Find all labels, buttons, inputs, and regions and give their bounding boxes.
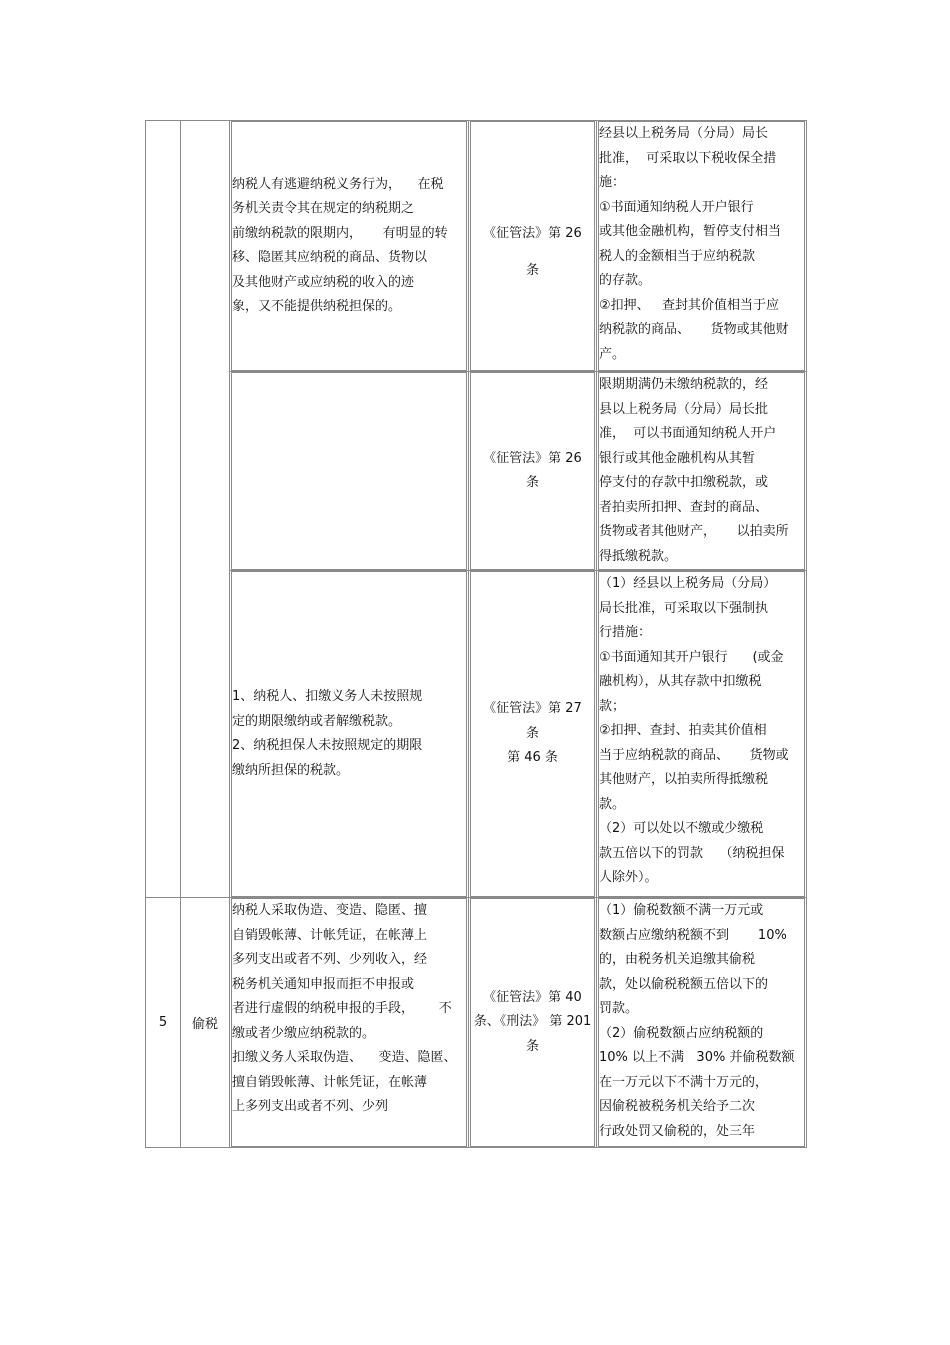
measure-line: 因偷税被税务机关给予二次: [599, 1099, 756, 1114]
measure-cell: [597, 571, 807, 898]
tax-law-table: [145, 120, 807, 1148]
measure-line: 款。: [599, 796, 626, 812]
measure-line: 停支付的存款中扣缴税款，或: [599, 475, 769, 490]
condition-line: 缴或者少缴应纳税款的。: [232, 1025, 376, 1041]
condition-line: 1、纳税人、扣缴义务人未按照规: [232, 689, 423, 704]
condition-cell: [230, 898, 469, 1148]
measure-line: 的，由税务机关追缴其偷税: [599, 952, 756, 967]
measure-line: 纳税款的商品、 货物或其他财: [599, 322, 789, 337]
law-cell: [469, 372, 597, 571]
row-number-cell: [146, 898, 181, 1148]
measure-line: 银行或其他金融机构从其暂: [599, 450, 756, 466]
law-reference: 条: [525, 263, 539, 278]
law-reference: 条: [525, 1038, 539, 1054]
law-reference: 《征管法》第 27: [483, 701, 582, 717]
condition-line: 多列支出或者不列、少列收入，经: [232, 952, 428, 967]
measure-line: ②扣押、 查封其价值相当于应: [599, 297, 780, 313]
law-cell: [469, 121, 597, 372]
category-cell: [181, 898, 230, 1148]
condition-line: 上多列支出或者不列、少列: [232, 1099, 389, 1114]
measure-cell: [597, 898, 807, 1148]
law-reference: 《征管法》第 26: [483, 225, 582, 241]
condition-line: 税务机关通知申报而拒不申报或: [232, 976, 415, 992]
measure-line: 税人的金额相当于应纳税款: [599, 248, 756, 264]
measure-line: 的存款。: [599, 273, 652, 288]
condition-cell: [230, 121, 469, 372]
law-cell: [469, 571, 597, 898]
measure-line: （1）偷税数额不满一万元或: [599, 903, 764, 918]
measure-line: 当于应纳税款的商品、 货物或: [599, 747, 789, 763]
law-reference: 《征管法》第 26: [483, 450, 582, 466]
law-reference: 第 46 条: [507, 750, 558, 766]
measure-line: 县以上税务局（分局）局长批: [599, 401, 769, 417]
measure-line: 人除外）。: [599, 870, 658, 885]
measure-line: 融机构），从其存款中扣缴税: [599, 674, 762, 689]
measure-line: 施：: [599, 175, 626, 190]
measure-line: 款，处以偷税税额五倍以下的: [599, 976, 769, 992]
condition-line: 务机关责令其在规定的纳税期之: [232, 201, 415, 216]
condition-line: 象，又不能提供纳税担保的。: [232, 299, 402, 314]
law-reference: 条: [525, 725, 539, 741]
measure-line: 批准， 可采取以下税收保全措: [599, 150, 777, 166]
table-row: [146, 372, 807, 571]
table-row: [146, 571, 807, 898]
law-reference: 条: [525, 475, 539, 490]
condition-cell: [230, 571, 469, 898]
row-number: 5: [158, 1015, 168, 1030]
measure-line: ①书面通知纳税人开户银行: [599, 199, 754, 215]
measure-line: 或其他金融机构，暂停支付相当: [599, 224, 782, 239]
measure-line: （1）经县以上税务局（分局）: [599, 576, 777, 591]
condition-line: 纳税人有逃避纳税义务行为， 在税: [232, 176, 444, 192]
law-cell: [469, 898, 597, 1148]
measure-line: 产。: [599, 346, 626, 362]
condition-line: 纳税人采取伪造、变造、隐匿、擅: [232, 903, 428, 918]
measure-line: 得抵缴税款。: [599, 548, 678, 564]
condition-line: 自销毁帐薄、计帐凭证，在帐薄上: [232, 927, 428, 943]
measure-line: 款；: [599, 698, 626, 714]
measure-line: 行措施：: [599, 625, 652, 640]
measure-line: ②扣押、查封、拍卖其价值相: [599, 723, 767, 738]
measure-cell: [597, 372, 807, 571]
condition-line: 前缴纳税款的限期内， 有明显的转: [232, 225, 448, 241]
measure-line: （2）可以处以不缴或少缴税: [599, 821, 764, 836]
condition-line: 移、隐匿其应纳税的商品、货物以: [232, 250, 428, 265]
condition-line: 擅自销毁帐薄、计帐凭证，在帐薄: [232, 1074, 428, 1090]
category-cell: [181, 121, 230, 898]
row-number-cell: [146, 121, 181, 898]
measure-line: 经县以上税务局（分局）局长: [599, 126, 769, 141]
condition-line: 者进行虚假的纳税申报的手段， 不: [232, 1001, 452, 1016]
measure-line: 在一万元以下不满十万元的，: [599, 1074, 769, 1090]
condition-line: 及其他财产或应纳税的收入的迹: [232, 274, 415, 290]
law-reference: 《征管法》第 40: [483, 989, 582, 1005]
measure-line: 行政处罚又偷税的，处三年: [599, 1123, 756, 1139]
measure-line: 罚款。: [599, 1001, 639, 1016]
condition-line: 2、纳税担保人未按照规定的期限: [232, 738, 423, 753]
measure-line: 者拍卖所扣押、查封的商品、: [599, 499, 769, 515]
condition-cell: [230, 372, 469, 571]
table-row: [146, 121, 807, 372]
category-label: 偷税: [191, 1017, 218, 1032]
measure-line: （2）偷税数额占应纳税额的: [599, 1025, 764, 1041]
measure-line: ①书面通知其开户银行 (或金: [599, 649, 784, 665]
measure-line: 其他财产，以拍卖所得抵缴税: [599, 772, 769, 787]
measure-line: 款五倍以下的罚款 （纳税担保: [599, 845, 785, 861]
measure-line: 货物或者其他财产， 以拍卖所: [599, 524, 789, 539]
condition-text: [232, 173, 466, 320]
measure-line: 10% 以上不满 30% 并偷税数额: [599, 1050, 795, 1065]
condition-line: 缴纳所担保的税款。: [232, 762, 350, 778]
measure-line: 局长批准，可采取以下强制执: [599, 600, 769, 616]
measure-line: 限期期满仍未缴纳税款的，经: [599, 377, 769, 392]
table-row: [146, 898, 807, 1148]
condition-line: 扣缴义务人采取伪造、 变造、隐匿、: [232, 1050, 457, 1065]
condition-line: 定的期限缴纳或者解缴税款。: [232, 713, 402, 729]
measure-line: 准， 可以书面通知纳税人开户: [599, 426, 777, 441]
measure-cell: [597, 121, 807, 372]
measure-line: 数额占应缴纳税额不到 10%: [599, 927, 787, 943]
law-reference: 条、《刑法》 第 201: [473, 1014, 592, 1030]
